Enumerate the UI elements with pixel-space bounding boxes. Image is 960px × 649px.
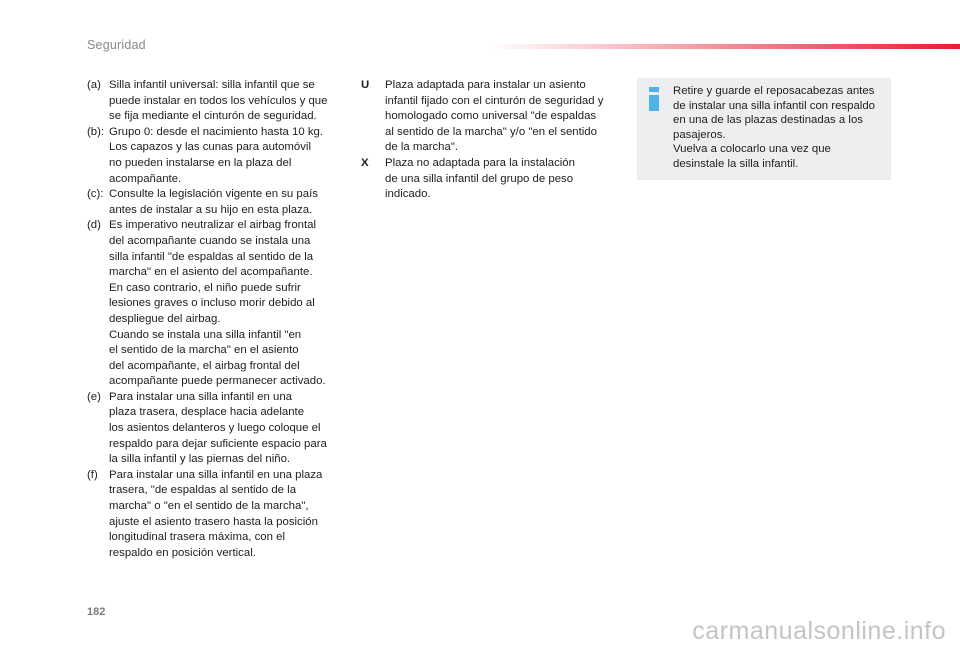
section-title: Seguridad xyxy=(87,38,146,52)
note-item xyxy=(87,468,357,562)
note-tag: (d) xyxy=(87,219,101,232)
legend-tag: X xyxy=(361,156,369,169)
notes-column xyxy=(87,78,357,561)
note-text: Silla infantil universal: silla infantil que se puede instalar en todos los vehículos y que se fija mediante el cinturón de seguridad. xyxy=(109,79,328,123)
legend-text: Plaza no adaptada para la instalación de una silla infantil del grupo de peso indicado. xyxy=(385,156,575,201)
note-tag: (a) xyxy=(87,79,101,91)
info-icon-stem xyxy=(649,95,659,111)
note-item xyxy=(87,218,357,390)
watermark: carmanualsonline.info xyxy=(692,617,946,645)
note-item xyxy=(87,390,357,468)
note-item xyxy=(87,187,357,218)
note-tag: (e) xyxy=(87,390,101,403)
header-accent-bar xyxy=(490,44,960,49)
note-item xyxy=(87,125,357,187)
legend-text: Plaza adaptada para instalar un asiento infantil fijado con el cinturón de seguridad y homologado como universal "de espaldas al sentido de la marcha" y/o "en el sentido de la marcha". xyxy=(385,79,604,154)
info-icon xyxy=(649,87,659,111)
legend-item xyxy=(361,78,623,156)
note-tag: (c): xyxy=(87,188,104,201)
info-box xyxy=(637,78,891,180)
note-text: Grupo 0: desde el nacimiento hasta 10 kg. Los capazos y las cunas para automóvil no pueden instalarse en la plaza del acompañante. xyxy=(109,125,324,185)
legend-tag: U xyxy=(361,79,370,91)
note-tag: (f) xyxy=(87,468,98,481)
note-text: Consulte la legislación vigente en su país antes de instalar a su hijo en esta plaza. xyxy=(109,188,318,216)
info-icon-dot xyxy=(649,87,659,92)
note-item xyxy=(87,78,357,125)
legend-item xyxy=(361,156,623,203)
note-tag: (b): xyxy=(87,125,105,138)
info-text: Retire y guarde el reposacabezas antes de instalar una silla infantil con respaldo en una de las plazas destinadas a los pasajeros. Vuelva a colocarlo una vez que desinstale la silla infantil. xyxy=(673,85,875,170)
note-text: Para instalar una silla infantil en una plaza trasera, "de espaldas al sentido de la marcha" o "en el sentido de la marcha", ajuste el asiento trasero hasta la posición longitudinal trasera máxima, con el respaldo en posición vertical. xyxy=(109,468,323,559)
legend-column xyxy=(361,78,623,203)
note-text: Para instalar una silla infantil en una plaza trasera, desplace hacia adelante los asientos delanteros y luego coloque el respaldo para dejar suficiente espacio para la silla infantil y las piernas del niño. xyxy=(109,390,327,466)
note-text: Es imperativo neutralizar el airbag frontal del acompañante cuando se instala una silla infantil "de espaldas al sentido de la marcha" en el asiento del acompañante. En caso contrario, el niño puede sufrir lesiones graves o incluso morir debido al despliegue del airbag. Cuando se instala una silla infantil "en el sentido de la marcha" en el asiento del acompañante, el airbag frontal del acompañante puede permanecer activado. xyxy=(109,219,326,388)
page-number: 182 xyxy=(87,606,106,618)
